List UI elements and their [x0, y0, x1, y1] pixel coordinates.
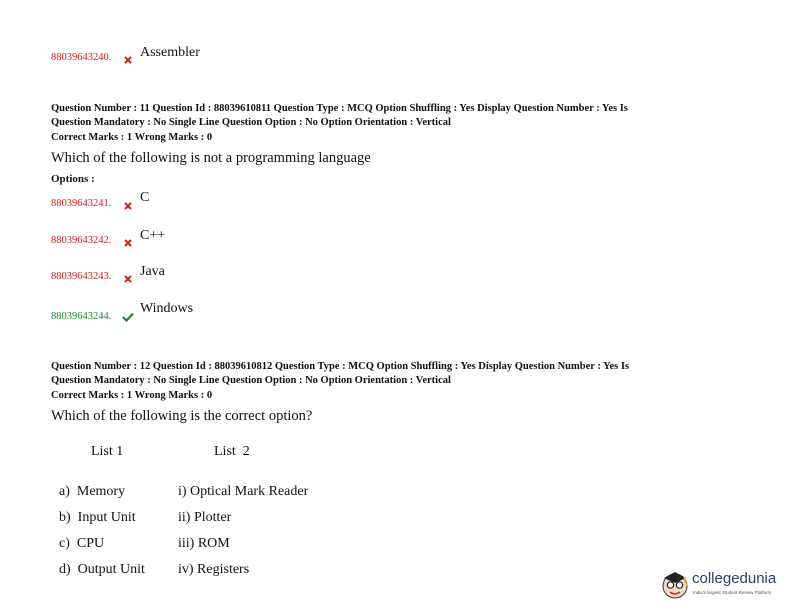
cross-icon — [124, 234, 132, 252]
question-marks: Correct Marks : 1 Wrong Marks : 0 — [51, 132, 213, 143]
option-text: Java — [140, 264, 165, 279]
options-label: Options : — [51, 173, 95, 185]
brand-name: collegedunia — [692, 570, 777, 587]
question-meta-line1: Question Number : 12 Question Id : 88039610812 Question Type : MCQ Option Shuffling : Yes Display Question Number : Yes Is — [51, 361, 630, 372]
option-text: C — [140, 190, 150, 205]
option-text: C++ — [140, 228, 166, 243]
question-meta-line1: Question Number : 11 Question Id : 88039610811 Question Type : MCQ Option Shuffling : Yes Display Question Number : Yes Is — [51, 103, 628, 114]
option-text: Assembler — [140, 45, 200, 60]
cross-icon — [124, 270, 132, 288]
option-id: 88039643241. — [51, 198, 112, 209]
list2-item: ii) Plotter — [178, 510, 232, 525]
list2-item: iii) ROM — [178, 536, 230, 551]
list1-item: a) Memory — [59, 484, 126, 499]
question-marks: Correct Marks : 1 Wrong Marks : 0 — [51, 390, 213, 401]
list1-item: b) Input Unit — [59, 510, 136, 525]
brand-tagline: India's largest Student Review Platform — [693, 590, 772, 595]
mascot-icon — [660, 568, 690, 600]
list1-item: d) Output Unit — [59, 562, 145, 577]
cross-icon — [124, 197, 132, 215]
list2-item: i) Optical Mark Reader — [178, 484, 309, 499]
question-text: Which of the following is not a programming language — [51, 150, 371, 166]
question-text: Which of the following is the correct option? — [51, 408, 313, 424]
list2-header: List 2 — [214, 444, 250, 459]
option-id: 88039643244. — [51, 311, 112, 322]
collegedunia-logo — [660, 566, 788, 606]
list2-item: iv) Registers — [178, 562, 250, 577]
option-text: Windows — [140, 301, 194, 316]
cross-icon — [124, 51, 132, 69]
question-meta-line2: Question Mandatory : No Single Line Question Option : No Option Orientation : Vertical — [51, 117, 451, 128]
option-id: 88039643242. — [51, 235, 112, 246]
question-meta-line2: Question Mandatory : No Single Line Question Option : No Option Orientation : Vertical — [51, 375, 451, 386]
list1-item: c) CPU — [59, 536, 105, 551]
option-id: 88039643240. — [51, 52, 112, 63]
option-id: 88039643243. — [51, 271, 112, 282]
check-icon — [122, 309, 134, 327]
list1-header: List 1 — [91, 444, 124, 459]
